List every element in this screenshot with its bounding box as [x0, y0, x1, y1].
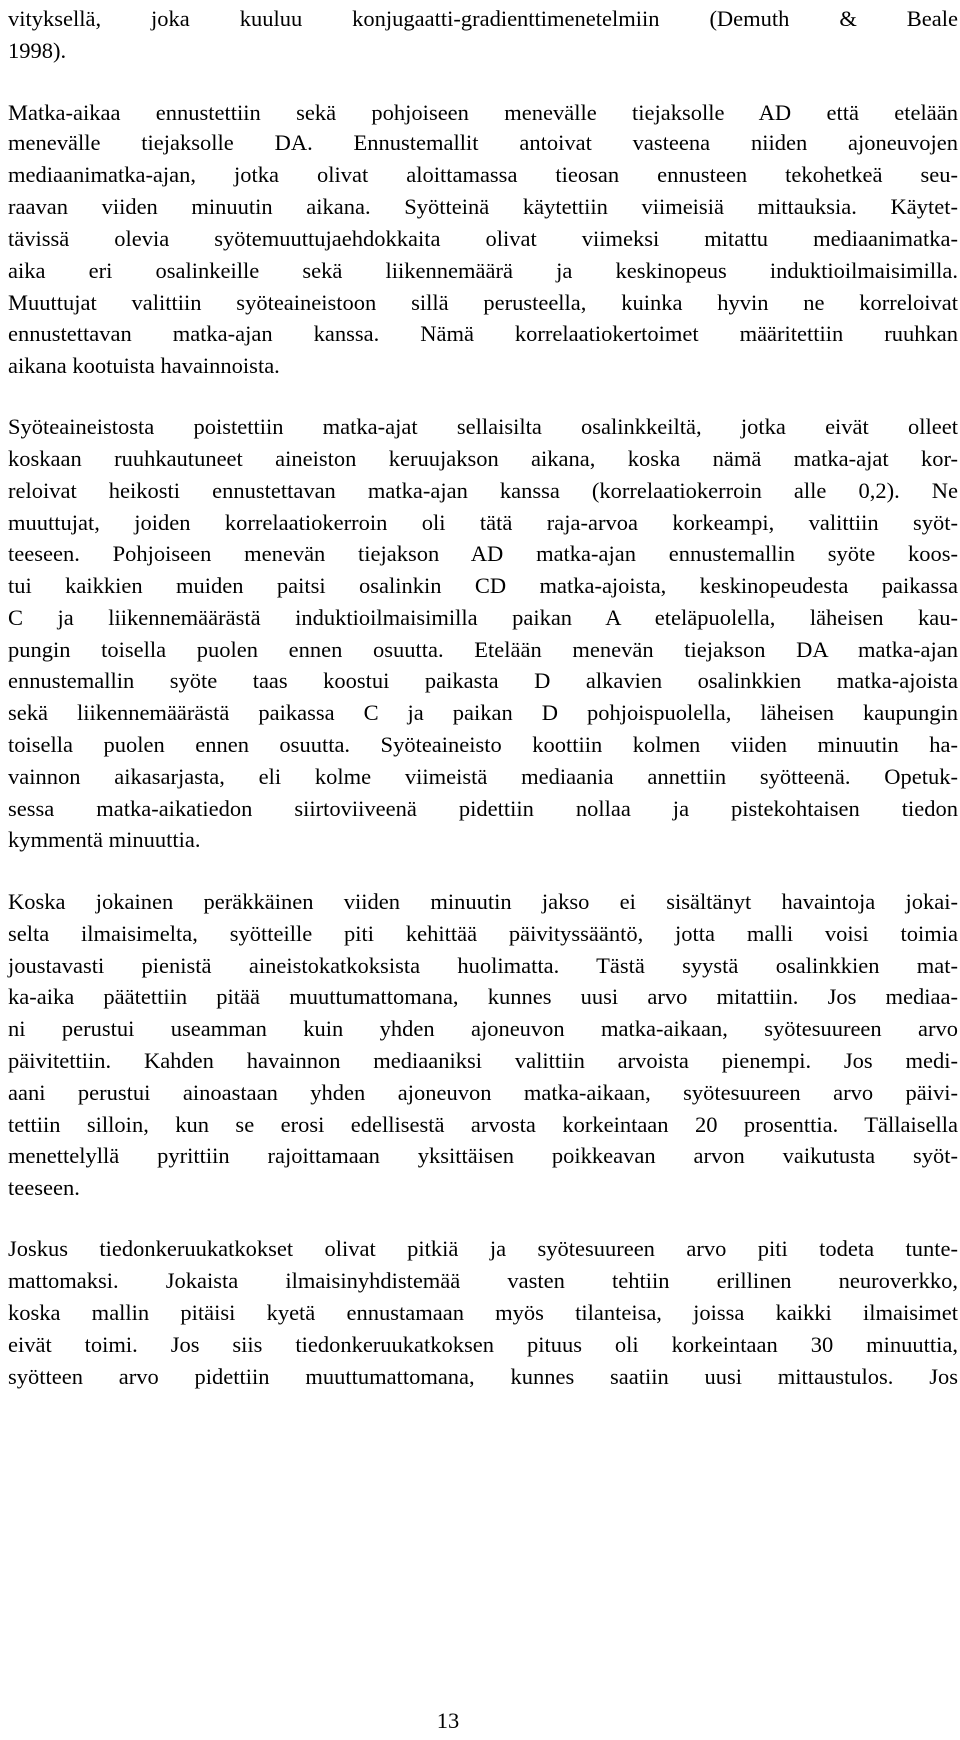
text-line: vityksellä, joka kuuluu konjugaatti-gradienttimenetelmiin (Demuth & Beale: [8, 6, 958, 31]
text-line: tui kaikkien muiden paitsi osalinkin CD matka-ajoista, keskinopeudesta paikassa: [8, 573, 958, 598]
text-line: C ja liikennemäärästä induktioilmaisimilla paikan A eteläpuolella, läheisen kau-: [8, 605, 958, 630]
text-line: tävissä olevia syötemuuttujaehdokkaita olivat viimeksi mitattu mediaanimatka-: [8, 226, 958, 251]
text-line: aika eri osalinkeille sekä liikennemäärä ja keskinopeus induktioilmaisimilla.: [8, 258, 958, 283]
text-line: menettelyllä pyrittiin rajoittamaan yksittäisen poikkeavan arvon vaikutusta syöt-: [8, 1143, 958, 1168]
text-line: syötteen arvo pidettiin muuttumattomana, kunnes saatiin uusi mittaustulos. Jos: [8, 1364, 958, 1389]
text-line: koskaan ruuhkautuneet aineiston keruujakson aikana, koska nämä matka-ajat kor-: [8, 446, 958, 471]
text-line: raavan viiden minuutin aikana. Syötteinä käytettiin viimeisiä mittauksia. Käytet-: [8, 194, 958, 219]
text-line: ka-aika päätettiin pitää muuttumattomana, kunnes uusi arvo mitattiin. Jos mediaa-: [8, 984, 958, 1009]
text-line: toisella puolen ennen osuutta. Syöteaineisto koottiin kolmen viiden minuutin ha-: [8, 732, 958, 757]
text-line: ennustettavan matka-ajan kanssa. Nämä korrelaatiokertoimet määritettiin ruuhkan: [8, 321, 958, 346]
text-line: sekä liikennemäärästä paikassa C ja paikan D pohjoispuolella, läheisen kaupungin: [8, 700, 958, 725]
text-line: mattomaksi. Jokaista ilmaisinyhdistemää vasten tehtiin erillinen neuroverkko,: [8, 1268, 958, 1293]
text-line: tettiin silloin, kun se erosi edellisestä arvosta korkeintaan 20 prosenttia. Tällaisella: [8, 1112, 958, 1137]
text-line: muuttujat, joiden korrelaatiokerroin oli tätä raja-arvoa korkeampi, valittiin syöt-: [8, 510, 958, 535]
text-line: päivitettiin. Kahden havainnon mediaaniksi valittiin arvoista pienempi. Jos medi-: [8, 1048, 958, 1073]
text-line: koska mallin pitäisi kyetä ennustamaan myös tilanteisa, joissa kaikki ilmaisimet: [8, 1300, 958, 1325]
text-line: aikana kootuista havainnoista.: [8, 353, 280, 378]
text-line: joustavasti pienistä aineistokatkoksista huolimatta. Tästä syystä osalinkkien mat-: [8, 953, 958, 978]
text-line: aani perustui ainoastaan yhden ajoneuvon matka-aikaan, syötesuureen arvo päivi-: [8, 1080, 958, 1105]
text-line: selta ilmaisimelta, syötteille piti kehittää päivityssääntö, jotta malli voisi toimia: [8, 921, 958, 946]
text-line: sessa matka-aikatiedon siirtoviiveenä pidettiin nollaa ja pistekohtaisen tiedon: [8, 796, 958, 821]
text-line: Syöteaineistosta poistettiin matka-ajat sellaisilta osalinkkeiltä, jotka eivät olleet: [8, 414, 958, 439]
text-line: ni perustui useamman kuin yhden ajoneuvon matka-aikaan, syötesuureen arvo: [8, 1016, 958, 1041]
text-line: Koska jokainen peräkkäinen viiden minuutin jakso ei sisältänyt havaintoja jokai-: [8, 889, 958, 914]
text-line: vainnon aikasarjasta, eli kolme viimeistä mediaania annettiin syötteenä. Opetuk-: [8, 764, 958, 789]
text-line: menevälle tiejaksolle DA. Ennustemallit antoivat vasteena niiden ajoneuvojen: [8, 130, 958, 155]
text-line: teeseen.: [8, 1175, 80, 1200]
text-line: eivät toimi. Jos siis tiedonkeruukatkoksen pituus oli korkeintaan 30 minuuttia,: [8, 1332, 958, 1357]
text-line: Matka-aikaa ennustettiin sekä pohjoiseen menevälle tiejaksolle AD että etelään: [8, 100, 958, 125]
text-line: 1998).: [8, 38, 67, 63]
text-line: Joskus tiedonkeruukatkokset olivat pitkiä ja syötesuureen arvo piti todeta tunte-: [8, 1236, 958, 1261]
text-line: pungin toisella puolen ennen osuutta. Etelään menevän tiejakson DA matka-ajan: [8, 637, 958, 662]
text-line: ennustemallin syöte taas koostui paikasta D alkavien osalinkkien matka-ajoista: [8, 668, 958, 693]
page-number: 13: [436, 1708, 460, 1733]
text-line: Muuttujat valittiin syöteaineistoon sillä perusteella, kuinka hyvin ne korreloivat: [8, 290, 958, 315]
text-line: reloivat heikosti ennustettavan matka-ajan kanssa (korrelaatiokerroin alle 0,2). Ne: [8, 478, 958, 503]
text-line: mediaanimatka-ajan, jotka olivat aloittamassa tieosan ennusteen tekohetkeä seu-: [8, 162, 958, 187]
text-line: teeseen. Pohjoiseen menevän tiejakson AD matka-ajan ennustemallin syöte koos-: [8, 541, 958, 566]
text-line: kymmentä minuuttia.: [8, 827, 201, 852]
